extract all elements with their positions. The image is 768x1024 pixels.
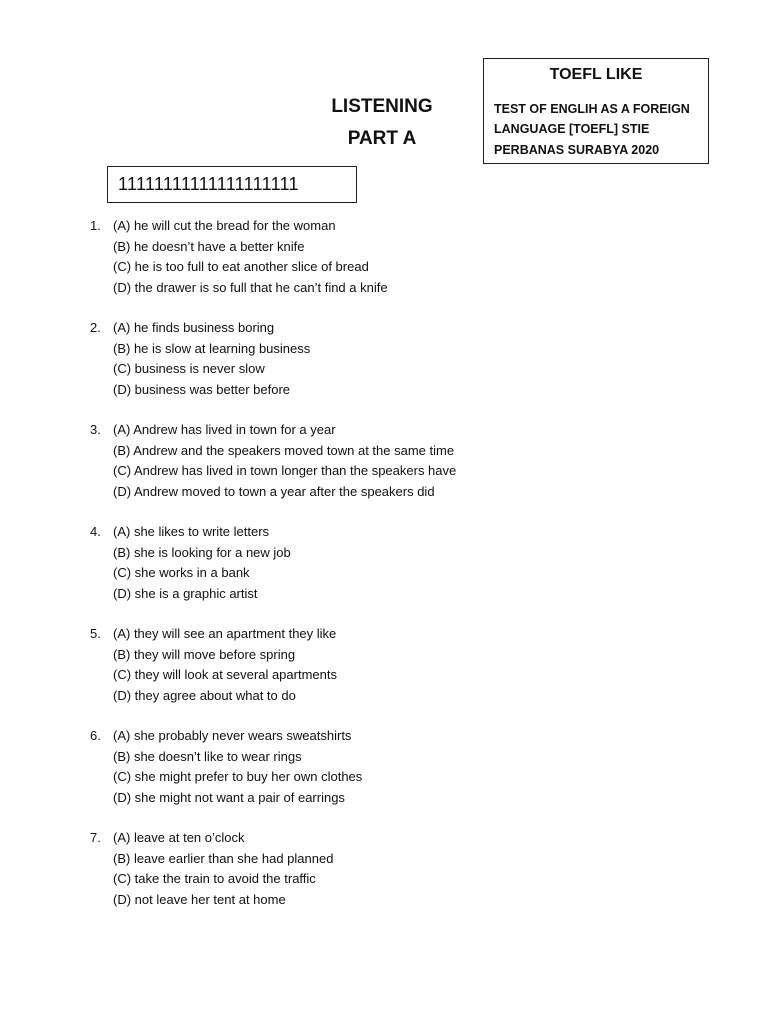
- question-item: [88, 420, 528, 502]
- answer-option: (B) he is slow at learning business: [113, 340, 311, 356]
- answer-options: [113, 318, 528, 400]
- answer-option: (D) she is a graphic artist: [113, 585, 258, 601]
- answer-option: (C) Andrew has lived in town longer than the speakers have: [113, 463, 457, 478]
- id-number-box: [107, 166, 357, 203]
- question-item: [88, 726, 528, 808]
- answer-option: (D) they agree about what to do: [113, 687, 296, 703]
- question-item: [88, 624, 528, 706]
- answer-option: (A) he will cut the bread for the woman: [113, 218, 336, 233]
- question-number: 2.: [90, 320, 101, 335]
- question-item: [88, 318, 528, 400]
- answer-option: (C) take the train to avoid the traffic: [113, 871, 316, 886]
- answer-option: (A) she probably never wears sweatshirts: [113, 728, 352, 743]
- answer-options: [113, 828, 528, 910]
- question-item: [88, 216, 528, 298]
- answer-options: [113, 420, 528, 502]
- id-number-text: 11111111111111111111: [118, 174, 299, 194]
- answer-option: (D) Andrew moved to town a year after the speakers did: [113, 483, 435, 499]
- answer-option: (D) she might not want a pair of earrings: [113, 789, 345, 805]
- section-heading: LISTENING: [331, 96, 433, 117]
- answer-option: (B) leave earlier than she had planned: [113, 850, 334, 866]
- answer-option: (C) business is never slow: [113, 361, 265, 376]
- question-number: 5.: [90, 626, 101, 641]
- answer-options: [113, 726, 528, 808]
- question-number: 7.: [90, 830, 101, 845]
- answer-option: (A) he finds business boring: [113, 320, 275, 335]
- question-item: [88, 828, 528, 910]
- answer-option: (A) leave at ten o’clock: [113, 830, 245, 845]
- answer-options: [113, 522, 528, 604]
- answer-option: (C) she works in a bank: [113, 565, 250, 580]
- answer-option: (B) he doesn’t have a better knife: [113, 238, 305, 254]
- answer-option: (D) not leave her tent at home: [113, 891, 286, 907]
- answer-option: (D) the drawer is so full that he can’t find a knife: [113, 279, 388, 295]
- answer-option: (B) she is looking for a new job: [113, 544, 291, 560]
- answer-option: (C) they will look at several apartments: [113, 667, 337, 682]
- question-item: [88, 522, 528, 604]
- answer-option: (C) he is too full to eat another slice of bread: [113, 259, 369, 274]
- test-info-line: LANGUAGE [TOEFL] STIE: [494, 122, 650, 136]
- answer-option: (A) she likes to write letters: [113, 524, 270, 539]
- question-number: 3.: [90, 422, 101, 437]
- answer-options: [113, 624, 528, 706]
- section-subheading: PART A: [347, 128, 417, 149]
- test-info-title: TOEFL LIKE: [549, 66, 643, 83]
- answer-option: (D) business was better before: [113, 381, 291, 397]
- question-number: 6.: [90, 728, 101, 743]
- answer-option: (B) Andrew and the speakers moved town at the same time: [113, 442, 455, 458]
- test-info-line: PERBANAS SURABYA 2020: [494, 143, 660, 157]
- question-number: 1.: [90, 218, 101, 233]
- answer-options: [113, 216, 528, 298]
- answer-option: (A) Andrew has lived in town for a year: [113, 422, 336, 437]
- question-number: 4.: [90, 524, 101, 539]
- answer-option: (B) they will move before spring: [113, 646, 296, 662]
- test-info-box: [483, 58, 709, 164]
- answer-option: (C) she might prefer to buy her own clothes: [113, 769, 363, 784]
- question-list: [88, 216, 528, 930]
- answer-option: (B) she doesn’t like to wear rings: [113, 748, 302, 764]
- answer-option: (A) they will see an apartment they like: [113, 626, 337, 641]
- test-info-line: TEST OF ENGLIH AS A FOREIGN: [494, 102, 690, 116]
